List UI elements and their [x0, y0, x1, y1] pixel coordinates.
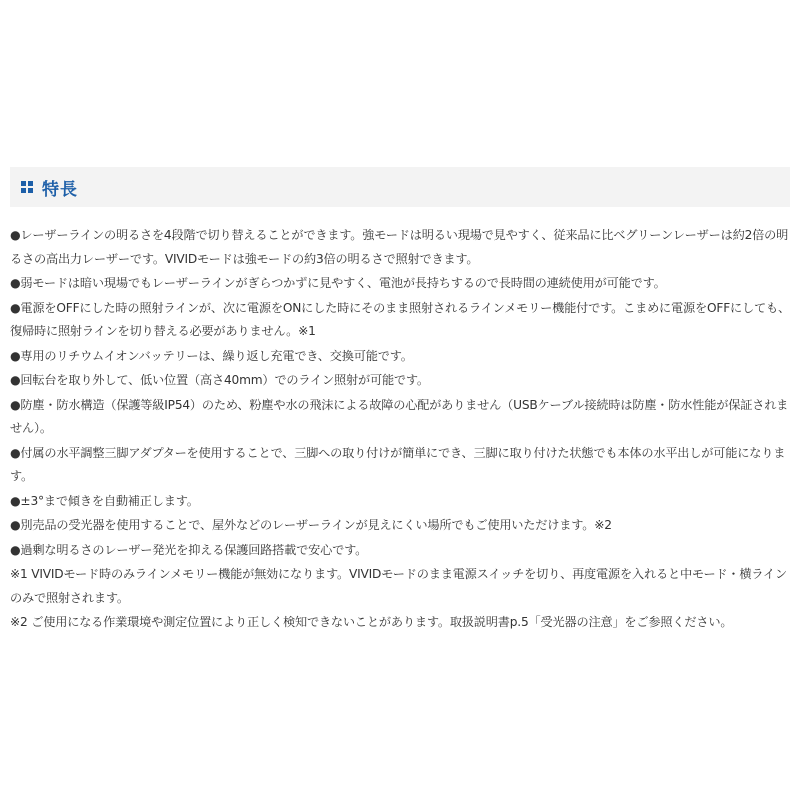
feature-list: [10, 224, 790, 636]
feature-item: ●付属の水平調整三脚アダプターを使用することで、三脚への取り付けが簡単にでき、三脚に取り付けた状態でも本体の水平出しが可能になります。: [10, 445, 786, 483]
feature-item: ●防塵・防水構造（保護等級IP54）のため、粉塵や水の飛沫による故障の心配がありません（USBケーブル接続時は防塵・防水性能が保証されません）。: [10, 397, 789, 435]
grid-icon: [21, 181, 33, 193]
feature-item: ●±3°まで傾きを自動補正します。: [10, 493, 199, 508]
footnote: ※2 ご使用になる作業環境や測定位置により正しく検知できないことがあります。取扱説明書p.5「受光器の注意」をご参照ください。: [10, 615, 733, 629]
feature-item: ●回転台を取り外して、低い位置（高さ40mm）でのライン照射が可能です。: [10, 373, 429, 387]
feature-item: ●弱モードは暗い現場でもレーザーラインがぎらつかずに見やすく、電池が長持ちするので長時間の連続使用が可能です。: [10, 276, 666, 290]
feature-item: ●レーザーラインの明るさを4段階で切り替えることができます。強モードは明るい現場で見やすく、従来品に比べグリーンレーザーは約2倍の明るさの高出力レーザーです。VIVIDモードは強モードの約3倍の明るさで照射できます。: [10, 228, 789, 266]
feature-item: ●電源をOFFにした時の照射ラインが、次に電源をONにした時にそのまま照射されるラインメモリー機能付です。こまめに電源をOFFにしても、復帰時に照射ラインを切り替える必要がありません。※1: [10, 300, 790, 338]
feature-item: ●別売品の受光器を使用することで、屋外などのレーザーラインが見えにくい場所でもご使用いただけます。※2: [10, 518, 612, 532]
feature-item: ●専用のリチウムイオンバッテリーは、繰り返し充電でき、交換可能です。: [10, 348, 413, 363]
section-title: 特長: [42, 179, 78, 200]
section-heading: [10, 167, 790, 207]
feature-item: ●過剰な明るさのレーザー発光を抑える保護回路搭載で安心です。: [10, 542, 368, 557]
footnote: ※1 VIVIDモード時のみラインメモリー機能が無効になります。VIVIDモードのまま電源スイッチを切り、再度電源を入れると中モード・横ラインのみで照射されます。: [10, 567, 787, 605]
